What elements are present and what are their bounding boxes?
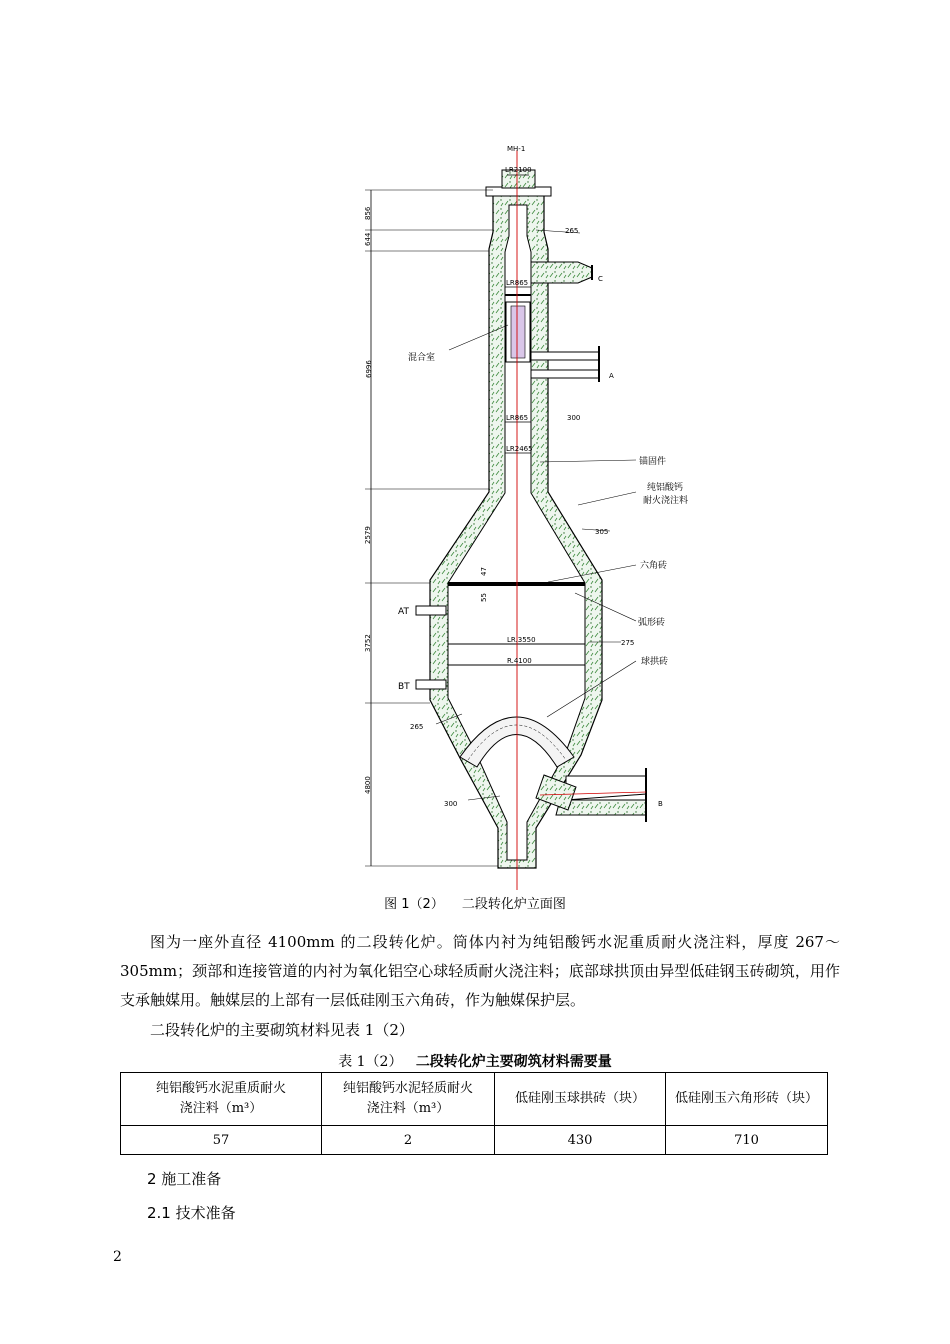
label-anchor: 锚固件 [639, 457, 667, 467]
label-dome-brick: 球拱砖 [641, 657, 669, 667]
label-lr-865b: LR865 [506, 414, 529, 422]
figure-caption-title: 二段转化炉立面图 [461, 897, 566, 912]
table-header-cell: 纯铝酸钙水泥重质耐火 浇注料（m³） [121, 1073, 322, 1126]
label-v-856: 856 [364, 206, 372, 220]
label-v-6996: 6996 [365, 360, 373, 378]
label-top-tag: MH-1 [507, 145, 526, 153]
table-header-cell: 低硅刚玉球拱砖（块） [495, 1073, 666, 1126]
label-v-3752: 3752 [364, 634, 372, 652]
label-dim-275: 275 [621, 639, 635, 647]
label-v-4800: 4800 [364, 776, 372, 794]
table-row [121, 1126, 828, 1155]
label-arc-brick: 弧形砖 [638, 618, 666, 628]
label-nozzle-c: C [598, 275, 603, 283]
label-lr-865a: LR865 [506, 279, 529, 287]
table-header-cell: 纯铝酸钙水泥轻质耐火 浇注料（m³） [322, 1073, 495, 1126]
label-dim-305: 305 [595, 528, 609, 536]
figure-caption [0, 893, 950, 912]
table-cell: 710 [666, 1126, 828, 1155]
figure-caption-number: 图 1（2） [384, 897, 444, 912]
label-v-2579: 2579 [364, 526, 372, 544]
label-tag-at: AT [398, 607, 409, 617]
label-dim-55: 55 [480, 593, 488, 602]
label-castable-1: 纯铝酸钙 [647, 483, 684, 493]
label-hex-brick: 六角砖 [640, 561, 668, 571]
body-paragraph-1: 图为一座外直径 4100mm 的二段转化炉。筒体内衬为纯铝酸钙水泥重质耐火浇注料，厚度 267～305mm；颈部和连接管道的内衬为氧化铝空心球轻质耐火浇注料；底部球拱顶由异型低硅钢玉砖砌筑，用作支承触媒用。触媒层的上部有一层低硅刚玉六角砖，作为触媒保护层。 [120, 933, 840, 1009]
table-title-number: 表 1（2） [338, 1054, 403, 1070]
label-v-644: 644 [364, 232, 372, 246]
table-cell: 57 [121, 1126, 322, 1155]
mixing-chamber-core [511, 306, 525, 358]
body-paragraph-2: 二段转化炉的主要砌筑材料见表 1（2） [150, 1021, 414, 1039]
label-r-4100: R.4100 [507, 657, 532, 665]
label-tag-bt: BT [398, 682, 410, 692]
table-header-row [121, 1073, 828, 1126]
table-title [0, 1051, 950, 1071]
page-number: 2 [113, 1249, 122, 1265]
table-title-text: 二段转化炉主要砌筑材料需要量 [415, 1054, 612, 1070]
materials-table [120, 1072, 828, 1155]
section-heading: 2 施工准备 [147, 1170, 222, 1188]
table-cell: 430 [495, 1126, 666, 1155]
label-lr-865c: LR2465 [506, 445, 533, 453]
reformer-elevation-figure [345, 138, 689, 898]
label-dim-47: 47 [480, 567, 488, 576]
nozzle-a [531, 352, 599, 360]
label-nozzle-a: A [609, 372, 614, 380]
hex-brick-layer [448, 582, 585, 586]
subsection-heading: 2.1 技术准备 [147, 1204, 236, 1222]
label-dim-300a: 300 [567, 414, 581, 422]
table-header-cell: 低硅刚玉六角形砖（块） [666, 1073, 828, 1126]
reformer-drawing [345, 138, 689, 898]
table-cell: 2 [322, 1126, 495, 1155]
label-castable-2: 耐火浇注料 [643, 496, 689, 506]
label-dim-265b: 265 [410, 723, 424, 731]
label-nozzle-b: B [658, 800, 663, 808]
label-dim-265: 265 [565, 227, 579, 235]
label-lr-top: LR2100 [505, 166, 532, 174]
label-dim-300b: 300 [444, 800, 458, 808]
label-lr-3550: LR.3550 [507, 636, 536, 644]
nozzle-b [566, 776, 646, 800]
nozzle-c [531, 262, 592, 283]
label-mix-room: 混合室 [408, 353, 436, 363]
